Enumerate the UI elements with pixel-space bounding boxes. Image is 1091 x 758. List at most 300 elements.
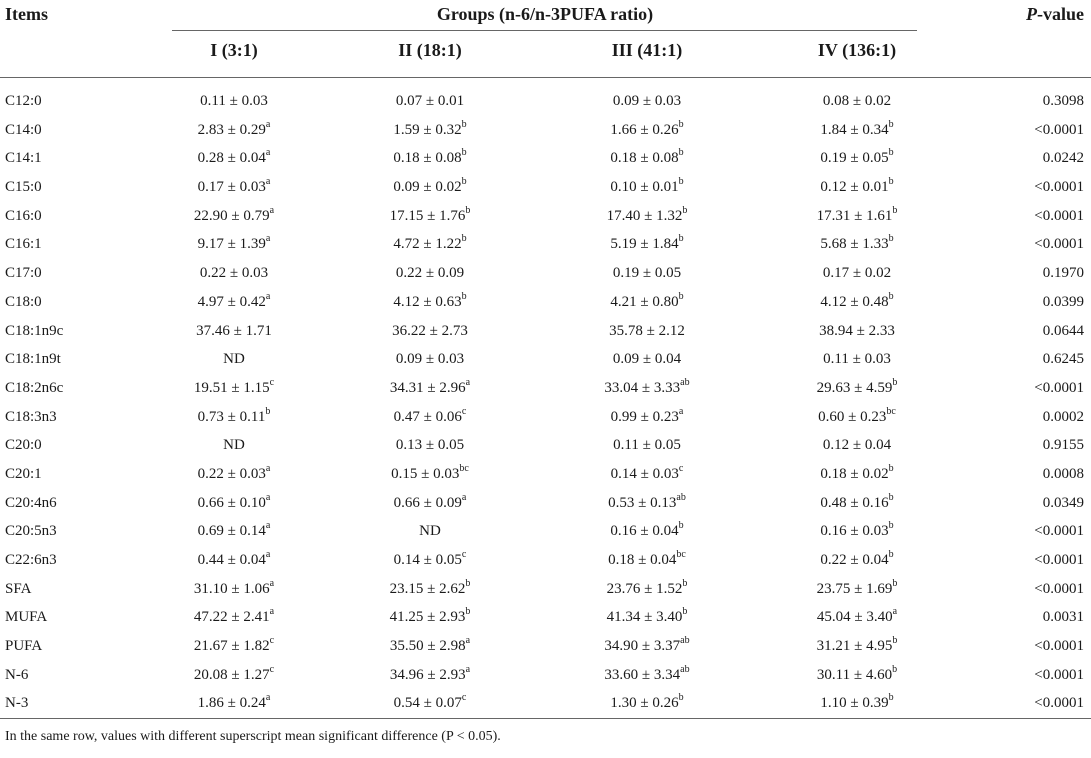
group-4-value	[820, 522, 893, 540]
group-3-value	[608, 551, 686, 569]
group-4-value	[817, 637, 898, 655]
p-value: <0.0001	[1034, 379, 1084, 396]
row-item-label: C17:0	[5, 265, 42, 282]
row-item-label: C16:1	[5, 236, 42, 253]
group-4-value	[818, 405, 896, 426]
p-value: 0.0031	[1042, 609, 1084, 626]
group-2-value	[392, 322, 468, 340]
mean-sd: 4.12 ± 0.48	[820, 293, 889, 310]
p-value: 0.0008	[1042, 465, 1084, 482]
significance-superscript: ab	[680, 376, 690, 388]
p-value: <0.0001	[1034, 179, 1084, 196]
significance-superscript: b	[678, 520, 684, 532]
group-4-value	[823, 264, 891, 282]
mean-sd: 0.12 ± 0.01	[820, 179, 889, 196]
mean-sd: 35.78 ± 2.12	[609, 322, 685, 339]
significance-superscript: c	[461, 405, 467, 417]
significance-superscript: c	[269, 663, 275, 675]
mean-sd: 41.25 ± 2.93	[389, 609, 466, 626]
group-1-value	[193, 577, 275, 598]
group-3-value	[610, 290, 684, 311]
group-3-value	[610, 462, 684, 483]
group-2-value	[394, 694, 467, 712]
p-value: <0.0001	[1034, 695, 1084, 712]
significance-superscript: b	[888, 290, 894, 302]
mean-sd: 0.60 ± 0.23	[818, 408, 887, 425]
group-1-value	[197, 491, 271, 512]
table-row	[0, 632, 1091, 661]
table-row	[0, 661, 1091, 690]
group-2-value	[389, 577, 471, 598]
mean-sd: 1.30 ± 0.26	[610, 695, 679, 712]
significance-superscript: a	[265, 147, 271, 159]
group-1-value	[223, 436, 245, 454]
significance-superscript: b	[888, 233, 894, 245]
row-item-label: MUFA	[5, 609, 48, 626]
group-2-value	[396, 92, 464, 110]
group-2-value	[390, 637, 470, 655]
group-2-value	[396, 436, 464, 454]
group-2-value	[393, 149, 466, 167]
mean-sd: 23.15 ± 2.62	[389, 580, 466, 597]
p-value: 0.0399	[1042, 293, 1084, 310]
p-value-header-suffix: -value	[1037, 4, 1084, 24]
mean-sd: 0.22 ± 0.04	[820, 552, 889, 568]
group-header-4: IV (136:1)	[817, 40, 897, 60]
significance-superscript: b	[678, 692, 684, 704]
group-2-value	[389, 663, 471, 684]
group-4-value	[820, 491, 894, 512]
significance-superscript: a	[461, 491, 467, 503]
mean-sd: 4.21 ± 0.80	[610, 293, 679, 310]
group-4-value	[823, 92, 891, 110]
row-item-label: C22:6n3	[5, 552, 57, 568]
items-header: Items	[5, 4, 48, 24]
group-4-value	[820, 118, 894, 139]
group-2-value	[393, 118, 467, 139]
significance-superscript: b	[682, 204, 688, 216]
group-4-value	[820, 462, 894, 483]
group-1-value	[197, 405, 271, 426]
mean-sd: 29.63 ± 4.59	[816, 379, 893, 396]
group-1-value	[197, 290, 271, 311]
group-2-value	[389, 376, 471, 397]
significance-superscript: a	[265, 520, 271, 532]
group-3-value	[610, 235, 683, 253]
group-2-value	[391, 462, 469, 483]
mean-sd: 0.14 ± 0.03	[610, 465, 679, 482]
mean-sd: 1.86 ± 0.24	[197, 695, 266, 712]
mean-sd: 4.97 ± 0.42	[197, 293, 266, 310]
table-row	[0, 689, 1091, 718]
mean-sd: 0.09 ± 0.04	[612, 351, 682, 368]
mean-sd: 0.44 ± 0.04	[197, 552, 266, 568]
mean-sd: 47.22 ± 2.41	[193, 609, 270, 626]
significance-superscript: b	[461, 176, 467, 188]
table-row	[0, 431, 1091, 460]
p-value: <0.0001	[1034, 580, 1084, 597]
significance-superscript: b	[888, 176, 894, 188]
significance-superscript: a	[269, 577, 275, 589]
group-3-value	[610, 149, 683, 167]
mean-sd: 0.11 ± 0.05	[613, 437, 681, 454]
p-value-header	[1026, 3, 1084, 25]
table-body	[0, 87, 1091, 718]
row-item-label: PUFA	[5, 638, 43, 655]
p-value: <0.0001	[1034, 523, 1084, 540]
mean-sd: 0.09 ± 0.03	[395, 351, 465, 368]
significance-superscript: b	[678, 233, 684, 245]
significance-superscript: c	[461, 692, 467, 704]
row-item-label: C18:3n3	[5, 408, 57, 425]
group-2-value	[394, 551, 467, 569]
mean-sd: 1.84 ± 0.34	[820, 121, 889, 138]
group-1-value	[198, 551, 271, 569]
significance-superscript: a	[265, 290, 271, 302]
group-3-value	[610, 118, 684, 139]
table-row	[0, 230, 1091, 259]
group-1-value	[193, 663, 275, 684]
row-item-label: C14:0	[5, 121, 42, 138]
significance-superscript: a	[269, 204, 275, 216]
mean-sd: 0.18 ± 0.08	[610, 150, 679, 167]
significance-superscript: b	[678, 176, 684, 188]
mean-sd: 19.51 ± 1.15	[193, 379, 270, 396]
mean-sd: 0.10 ± 0.01	[610, 179, 679, 196]
group-4-value	[817, 608, 897, 626]
group-4-value	[820, 149, 893, 167]
significance-superscript: a	[465, 376, 471, 388]
group-2-value	[393, 491, 467, 512]
group-header-3: III (41:1)	[611, 40, 683, 60]
mean-sd: 0.19 ± 0.05	[612, 265, 682, 282]
significance-superscript: b	[465, 577, 471, 589]
group-2-value	[396, 264, 464, 282]
p-value: 0.3098	[1042, 93, 1084, 109]
mean-sd: 0.09 ± 0.02	[393, 179, 462, 196]
mean-sd: 22.90 ± 0.79	[193, 207, 270, 224]
significance-superscript: b	[678, 118, 684, 130]
significance-superscript: a	[265, 692, 271, 704]
group-3-value	[613, 436, 681, 454]
table-row	[0, 374, 1091, 403]
significance-superscript: ab	[680, 663, 690, 675]
significance-superscript: bc	[886, 405, 896, 417]
significance-superscript: a	[678, 405, 684, 417]
group-2-value	[393, 235, 466, 253]
group-4-value	[823, 350, 891, 368]
mean-sd: 38.94 ± 2.33	[819, 322, 895, 339]
mean-sd: 4.72 ± 1.22	[393, 236, 462, 253]
row-item-label: SFA	[5, 580, 32, 597]
table-row	[0, 173, 1091, 202]
mean-sd: 0.18 ± 0.02	[820, 465, 889, 482]
significance-superscript: b	[888, 462, 894, 474]
mean-sd: 0.07 ± 0.01	[395, 93, 465, 109]
mean-sd: 34.31 ± 2.96	[389, 379, 466, 396]
significance-superscript: b	[888, 549, 894, 560]
row-item-label: C20:1	[5, 465, 42, 482]
mean-sd: 34.96 ± 2.93	[389, 666, 466, 683]
mean-sd: 0.66 ± 0.09	[393, 494, 462, 511]
group-3-value	[610, 178, 683, 196]
significance-superscript: a	[892, 606, 898, 618]
group-1-value	[194, 637, 274, 655]
groups-underline	[172, 30, 917, 31]
p-value: 0.0242	[1042, 150, 1084, 167]
group-1-value	[198, 235, 271, 253]
significance-superscript: b	[678, 147, 684, 159]
mean-sd: 2.83 ± 0.29	[197, 121, 266, 138]
significance-superscript: b	[888, 692, 894, 704]
table-row	[0, 403, 1091, 432]
group-1-value	[193, 376, 275, 397]
table-row	[0, 546, 1091, 575]
mean-sd: 4.12 ± 0.63	[393, 293, 462, 310]
mean-sd: 0.22 ± 0.03	[199, 265, 269, 282]
significance-superscript: b	[461, 118, 467, 130]
mean-sd: 0.17 ± 0.03	[197, 179, 266, 196]
mean-sd: 0.73 ± 0.11	[197, 408, 266, 425]
significance-superscript: b	[461, 290, 467, 302]
significance-superscript: b	[892, 635, 898, 647]
table-row	[0, 202, 1091, 231]
mean-sd: 41.34 ± 3.40	[606, 609, 683, 626]
significance-superscript: b	[888, 118, 894, 130]
row-item-label: C20:0	[5, 437, 42, 454]
mean-sd: 0.11 ± 0.03	[823, 351, 891, 368]
group-header-1: I (3:1)	[210, 40, 258, 60]
group-header-2: II (18:1)	[398, 40, 462, 60]
row-item-label: C12:0	[5, 93, 42, 109]
mean-sd: 31.10 ± 1.06	[193, 580, 270, 597]
group-3-value	[613, 264, 681, 282]
significance-superscript: a	[465, 663, 471, 675]
significance-superscript: c	[269, 376, 275, 388]
group-2-value	[393, 405, 467, 426]
mean-sd: 17.40 ± 1.32	[606, 207, 683, 224]
mean-sd: 21.67 ± 1.82	[193, 638, 270, 655]
group-3-value	[606, 577, 688, 598]
group-4-value	[820, 178, 893, 196]
mean-sd: 5.68 ± 1.33	[820, 236, 889, 253]
row-item-label: C20:4n6	[5, 494, 57, 511]
group-4-value	[820, 694, 893, 712]
table-row	[0, 460, 1091, 489]
group-2-value	[389, 204, 471, 225]
significance-superscript: bc	[676, 549, 686, 560]
p-value: <0.0001	[1034, 638, 1084, 655]
mean-sd: 0.66 ± 0.10	[197, 494, 266, 511]
mean-sd: 0.19 ± 0.05	[820, 150, 889, 167]
mean-sd: 33.04 ± 3.33	[604, 379, 681, 396]
p-value: <0.0001	[1034, 121, 1084, 138]
group-1-value	[197, 462, 271, 483]
p-value: 0.9155	[1042, 437, 1084, 454]
row-item-label: C18:2n6c	[5, 379, 64, 396]
significance-superscript: ab	[676, 491, 686, 503]
row-item-label: C18:1n9c	[5, 322, 64, 339]
group-1-value	[197, 118, 271, 139]
mean-sd: 17.15 ± 1.76	[389, 207, 466, 224]
group-4-value	[820, 290, 894, 311]
table-row	[0, 489, 1091, 518]
row-item-label: C15:0	[5, 179, 42, 196]
significance-superscript: b	[892, 204, 898, 216]
group-4-value	[816, 663, 898, 684]
significance-superscript: b	[682, 577, 688, 589]
bottom-rule	[0, 718, 1091, 719]
table-footnote: In the same row, values with different superscript mean significant difference (P < 0.05).	[5, 729, 501, 744]
group-3-value	[609, 322, 685, 340]
significance-superscript: c	[461, 549, 467, 560]
mean-sd: 0.22 ± 0.09	[395, 265, 465, 282]
group-4-value	[816, 577, 898, 598]
significance-superscript: b	[892, 577, 898, 589]
mean-sd: 0.22 ± 0.03	[197, 465, 266, 482]
group-1-value	[198, 522, 271, 540]
significance-superscript: ab	[680, 635, 690, 647]
significance-superscript: b	[892, 663, 898, 675]
significance-superscript: a	[269, 606, 275, 618]
significance-superscript: b	[888, 491, 894, 503]
mean-sd: 0.69 ± 0.14	[197, 523, 266, 540]
mean-sd: 1.66 ± 0.26	[610, 121, 679, 138]
mean-sd: 20.08 ± 1.27	[193, 666, 270, 683]
mean-sd: 35.50 ± 2.98	[389, 638, 466, 655]
table-row	[0, 259, 1091, 288]
mean-sd: 0.16 ± 0.04	[610, 523, 679, 540]
p-value: <0.0001	[1034, 207, 1084, 224]
p-value: <0.0001	[1034, 236, 1084, 253]
significance-superscript: a	[265, 549, 271, 560]
group-1-value	[198, 694, 271, 712]
group-2-value	[419, 522, 441, 540]
table-row	[0, 317, 1091, 346]
group-3-value	[608, 491, 686, 512]
mean-sd: 0.16 ± 0.03	[820, 523, 889, 540]
p-value: <0.0001	[1034, 552, 1084, 568]
group-3-value	[613, 350, 681, 368]
group-1-value	[193, 204, 275, 225]
group-1-value	[200, 92, 268, 110]
mean-sd: 0.54 ± 0.07	[393, 695, 462, 712]
group-4-value	[816, 376, 898, 397]
group-3-value	[604, 663, 690, 684]
table-row	[0, 288, 1091, 317]
mean-sd: 31.21 ± 4.95	[816, 638, 893, 655]
group-4-value	[823, 436, 891, 454]
mean-sd: 0.48 ± 0.16	[820, 494, 889, 511]
mean-sd: 0.18 ± 0.04	[608, 552, 677, 568]
significance-superscript: a	[265, 491, 271, 503]
row-item-label: N-3	[5, 695, 29, 712]
mean-sd: 0.11 ± 0.03	[200, 93, 268, 109]
mean-sd: 0.17 ± 0.02	[822, 265, 892, 282]
p-value: 0.0644	[1042, 322, 1084, 339]
group-3-value	[610, 405, 684, 426]
mean-sd: 5.19 ± 1.84	[610, 236, 679, 253]
row-item-label: C20:5n3	[5, 523, 57, 540]
group-4-value	[816, 204, 898, 225]
header-rule	[0, 77, 1091, 78]
p-value: 0.0349	[1042, 494, 1084, 511]
p-value: 0.0002	[1042, 408, 1084, 425]
mean-sd: 0.99 ± 0.23	[610, 408, 679, 425]
mean-sd: 0.09 ± 0.03	[612, 93, 682, 109]
p-value: 0.1970	[1042, 265, 1084, 282]
mean-sd: 17.31 ± 1.61	[816, 207, 893, 224]
mean-sd: ND	[223, 437, 245, 454]
group-3-value	[607, 608, 688, 626]
significance-superscript: b	[682, 606, 688, 618]
table-row	[0, 345, 1091, 374]
group-4-value	[820, 551, 893, 569]
significance-superscript: b	[465, 204, 471, 216]
significance-superscript: b	[461, 147, 467, 159]
table-row	[0, 144, 1091, 173]
group-3-value	[610, 522, 683, 540]
mean-sd: 34.90 ± 3.37	[604, 638, 681, 655]
mean-sd: 9.17 ± 1.39	[197, 236, 266, 253]
significance-superscript: bc	[459, 462, 469, 474]
significance-superscript: b	[678, 290, 684, 302]
significance-superscript: b	[465, 606, 471, 618]
p-value: <0.0001	[1034, 666, 1084, 683]
row-item-label: C18:1n9t	[5, 351, 61, 368]
group-1-value	[198, 149, 271, 167]
group-1-value	[223, 350, 245, 368]
significance-superscript: a	[465, 635, 471, 647]
significance-superscript: b	[265, 405, 271, 417]
group-2-value	[393, 178, 466, 196]
group-2-value	[393, 290, 467, 311]
significance-superscript: a	[265, 176, 271, 188]
mean-sd: 0.15 ± 0.03	[391, 465, 460, 482]
row-item-label: C14:1	[5, 150, 42, 167]
group-3-value	[606, 204, 688, 225]
group-1-value	[198, 178, 271, 196]
group-3-value	[610, 694, 683, 712]
significance-superscript: c	[678, 462, 684, 474]
mean-sd: 0.12 ± 0.04	[822, 437, 892, 454]
significance-superscript: a	[265, 118, 271, 130]
mean-sd: 33.60 ± 3.34	[604, 666, 681, 683]
significance-superscript: a	[265, 233, 271, 245]
mean-sd: 30.11 ± 4.60	[816, 666, 893, 683]
group-2-value	[396, 350, 464, 368]
row-item-label: N-6	[5, 666, 29, 683]
mean-sd: 0.18 ± 0.08	[393, 150, 462, 167]
group-1-value	[200, 264, 268, 282]
groups-header: Groups (n-6/n-3PUFA ratio)	[436, 4, 654, 24]
group-3-value	[604, 637, 689, 655]
significance-superscript: b	[888, 520, 894, 532]
group-2-value	[390, 608, 471, 626]
group-4-value	[819, 322, 895, 340]
p-value: 0.6245	[1042, 351, 1084, 368]
p-value-header-italic: P	[1026, 4, 1037, 24]
mean-sd: 45.04 ± 3.40	[816, 609, 893, 626]
significance-superscript: b	[888, 147, 894, 159]
table-row	[0, 517, 1091, 546]
group-1-value	[194, 608, 274, 626]
significance-superscript: c	[269, 635, 275, 647]
mean-sd: 23.75 ± 1.69	[816, 580, 893, 597]
mean-sd: ND	[419, 523, 441, 540]
mean-sd: ND	[223, 351, 245, 368]
mean-sd: 0.08 ± 0.02	[822, 93, 892, 109]
